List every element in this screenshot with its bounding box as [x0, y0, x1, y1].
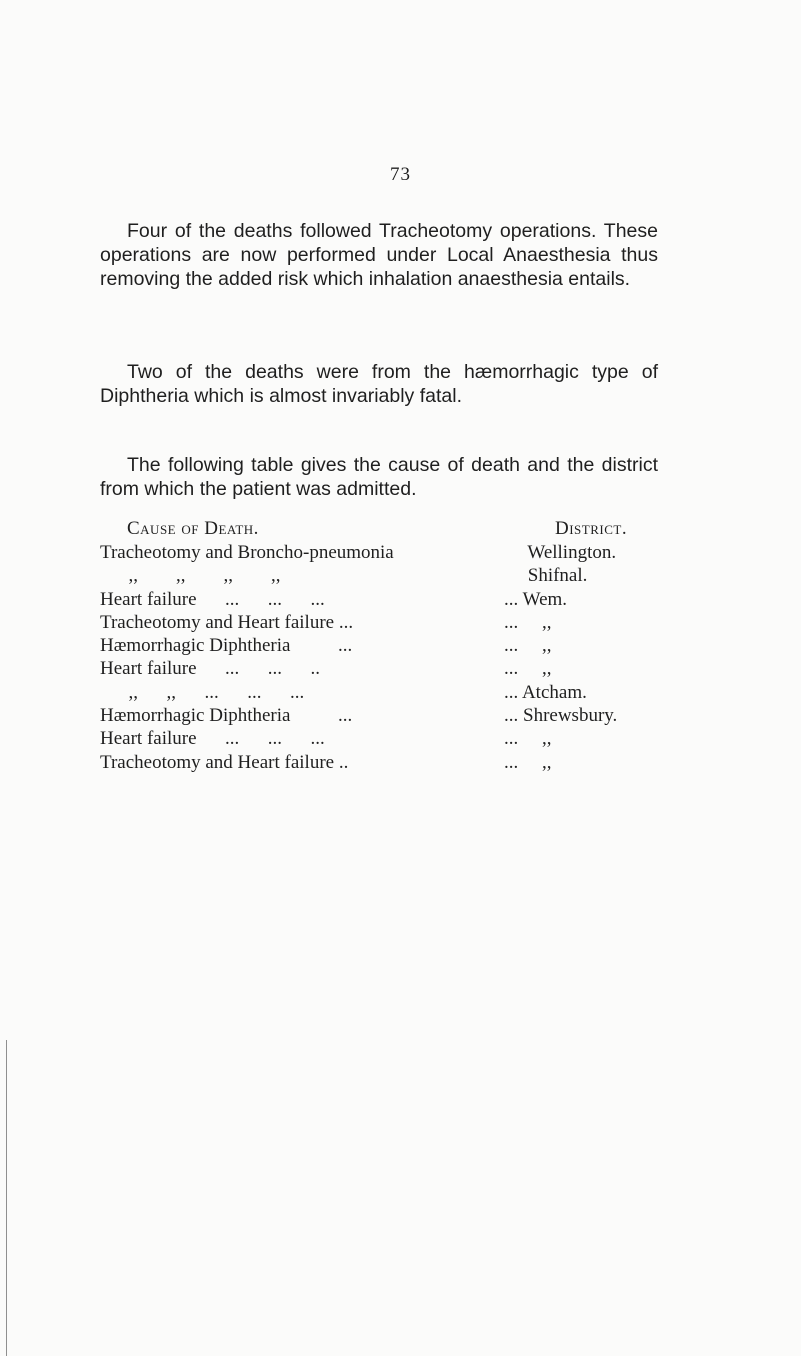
district-cell: ... ,,: [504, 751, 552, 773]
table-row: [100, 612, 660, 635]
page-edge-line: [6, 1040, 7, 1356]
district-cell: ... Wem.: [504, 588, 568, 610]
cause-cell: Tracheotomy and Broncho-pneumonia: [100, 542, 394, 563]
table-row: [100, 752, 660, 775]
district-cell: Wellington.: [504, 542, 617, 563]
paragraph-haemorrhagic: Two of the deaths were from the hæmorrhagic type of Diphtheria which is almost invariably fatal.: [100, 360, 658, 407]
cause-cell: Heart failure ... ... ..: [100, 658, 321, 680]
table-header: [100, 518, 660, 542]
paragraph-tracheotomy: Four of the deaths followed Tracheotomy operations. These operations are now performed under Local Anaesthesia thus removing the added risk which inhalation anaesthesia entails.: [100, 219, 658, 290]
district-cell: ... ,,: [504, 658, 552, 680]
cause-cell: Tracheotomy and Heart failure ...: [100, 611, 354, 633]
district-cell: ... Shrewsbury.: [504, 705, 618, 727]
paragraph-table-intro: The following table gives the cause of death and the district from which the patient was admitted.: [100, 453, 658, 500]
header-district: District.: [555, 518, 628, 539]
cause-of-death-table: [100, 518, 660, 775]
table-row: [100, 589, 660, 612]
table-row: [100, 682, 660, 705]
district-cell: ... ,,: [504, 635, 552, 657]
cause-cell: Hæmorrhagic Diphtheria ...: [100, 705, 353, 727]
table-row: [100, 565, 660, 588]
table-row: [100, 658, 660, 681]
district-cell: ... ,,: [504, 611, 552, 633]
table-row: [100, 542, 660, 565]
cause-cell: Hæmorrhagic Diphtheria ...: [100, 635, 353, 657]
table-row: [100, 728, 660, 751]
page-number: 73: [390, 164, 411, 185]
cause-cell: Heart failure ... ... ...: [100, 588, 325, 610]
header-cause: Cause of Death.: [127, 518, 259, 539]
table-row: [100, 635, 660, 658]
district-cell: Shifnal.: [504, 565, 588, 587]
district-cell: ... Atcham.: [504, 681, 587, 703]
cause-cell: ,, ,, ,, ,,: [100, 565, 281, 587]
district-cell: ... ,,: [504, 728, 552, 750]
cause-cell: Heart failure ... ... ...: [100, 728, 325, 750]
cause-cell: ,, ,, ... ... ...: [100, 681, 305, 703]
cause-cell: Tracheotomy and Heart failure ..: [100, 751, 349, 773]
table-row: [100, 705, 660, 728]
